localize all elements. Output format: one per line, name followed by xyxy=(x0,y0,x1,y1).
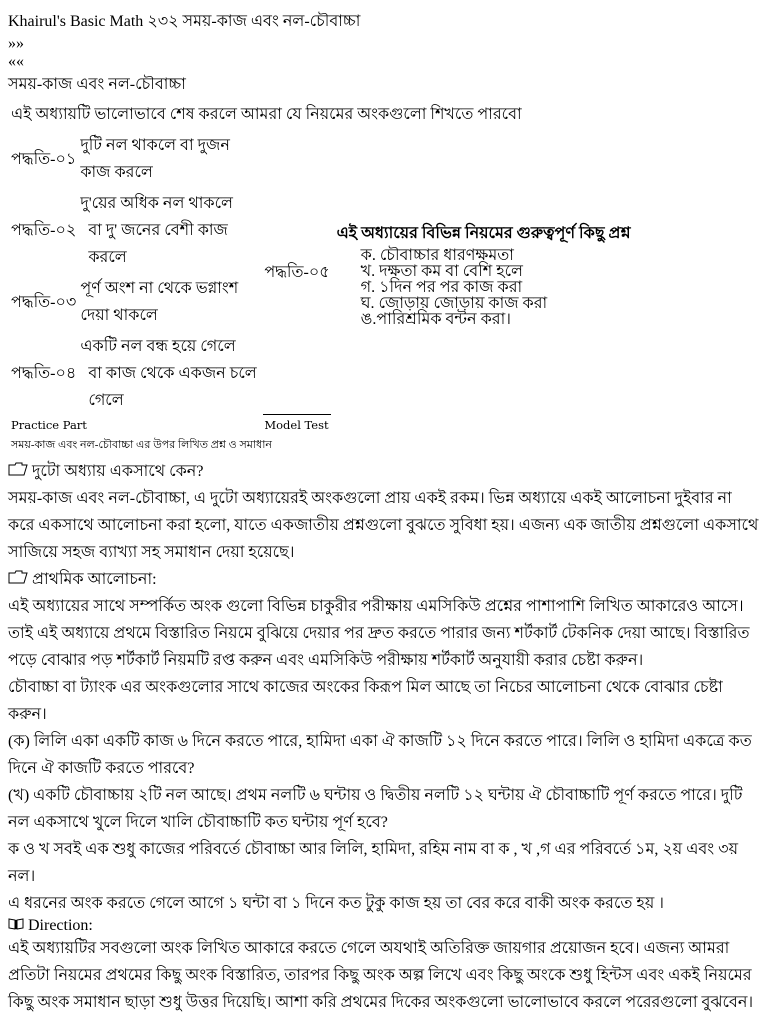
example-a: (ক) লিলি একা একটি কাজ ৬ দিনে করতে পারে, হামিদা একা ঐ কাজটি ১২ দিনে করতে পারে। লিলি ও হামিদা একত্রে কত দিনে ঐ কাজটি করতে পারবে? xyxy=(8,733,752,777)
important-item: ক. চৌবাচ্চার ধারণক্ষমতা xyxy=(360,246,514,264)
method-name: পদ্ধতি-০৪ xyxy=(11,365,77,382)
method-name: পদ্ধতি-০৫ xyxy=(263,131,330,415)
direction-title: Direction: xyxy=(8,917,760,935)
important-heading: এই অধ্যায়ের বিভিন্ন নিয়মের গুরুত্বপূর্ণ কিছু প্রশ্ন xyxy=(336,224,631,242)
important-item: খ. দক্ষতা কম বা বেশি হলে xyxy=(360,262,523,280)
book-title: Khairul's Basic Math xyxy=(8,13,144,30)
method-desc: দু'য়ের অধিক নল থাকলে বা দু' জনের বেশী কাজ করলে xyxy=(80,195,233,266)
section-text: সময়-কাজ এবং নল-চৌবাচ্চা, এ দুটো অধ্যায়েরই অংকগুলো প্রায় একই রকম। ভিন্ন অধ্যায়ে একই আলোচনা দুইবার না করে একসাথে আলোচনা করা হলো, যাতে একজাতীয় প্রশ্নগুলো বুঝতে সুবিধা হয়। এজন্য এক জাতীয় প্রশ্নগুলো একসাথে সাজিয়ে সহজ ব্যাখ্যা সহ সমাধান দেয়া হয়েছে। xyxy=(8,490,759,561)
method-desc: একটি নল বন্ধ হয়ে গেলে বা কাজ থেকে একজন চলে গেলে xyxy=(80,338,257,409)
important-item: ঘ. জোড়ায় জোড়ায় কাজ করা xyxy=(360,294,548,312)
important-questions xyxy=(333,131,635,415)
method-desc: পূর্ণ অংশ না থেকে ভগ্নাংশ দেয়া থাকলে xyxy=(80,280,239,324)
book-icon xyxy=(8,917,28,934)
practice-part-label: Practice Part xyxy=(11,418,87,432)
folder-icon xyxy=(8,463,32,480)
method-name: পদ্ধতি-০১ xyxy=(11,150,77,168)
important-item: ঙ.পারিশ্রমিক বন্টন করা। xyxy=(360,310,511,328)
section-title-primary-discussion: প্রাথমিক আলোচনা: xyxy=(8,566,760,593)
method-name: পদ্ধতি-০৩ xyxy=(11,293,77,311)
method-name: পদ্ধতি-০২ xyxy=(11,222,77,239)
direction-text: এই অধ্যায়টির সবগুলো অংক লিখিত আকারে করতে গেলে অযথাই অতিরিক্ত জায়গার প্রয়োজন হবে। এজন্য আমরা প্রতিটা নিয়মের প্রথমের কিছু অংক বিস্তারিত, তারপর কিছু অংক অল্প লিখে এবং কিছু অংকে শুধু হিন্টস এবং একই নিয়মের কিছু অংক সমাধান ছাড়া শুধু উত্তর দিয়েছি। আশা করি প্রথমের দিকের অংকগুলো ভালোভাবে করলে পরেরগুলো বুঝবেন। xyxy=(8,940,754,1011)
discussion-paragraph: চৌবাচ্চা বা ট্যাংক এর অংকগুলোর সাথে কাজের অংকের কিরূপ মিল আছে তা নিচের আলোচনা থেকে বোঝার চেষ্টা করুন। xyxy=(8,679,723,723)
page-number: ২৩২ xyxy=(147,13,179,30)
method-desc: দুটি নল থাকলে বা দুজন কাজ করলে xyxy=(80,137,230,181)
banner-title: সময়-কাজ এবং নল-চৌবাচ্চা xyxy=(8,76,186,93)
model-test-label: Model Test xyxy=(264,418,329,432)
page-header xyxy=(8,8,760,35)
discussion-paragraph: ক ও খ সবই এক শুধু কাজের পরিবর্তে চৌবাচ্চা আর লিলি, হামিদা, রহিম নাম বা ক , খ ,গ এর পরিবর্তে ১ম, ২য় এবং ৩য় নল। xyxy=(8,841,738,885)
banner-right-arrows: «« xyxy=(8,53,24,70)
discussion-paragraph: এই অধ্যায়ের সাথে সম্পর্কিত অংক গুলো বিভিন্ন চাকুরীর পরীক্ষায় এমসিকিউ প্রশ্নের পাশাপাশি লিখিত আকারেও আসে। তাই এই অধ্যায়ে প্রথমে বিস্তারিত নিয়মে বুঝিয়ে দেয়ার পর দ্রুত করতে পারার জন্য শর্টকার্ট টেকনিক দেয়া আছে। বিস্তারিত পড়ে বোঝার পড় শর্টকার্ট নিয়মটি রপ্ত করুন এবং এমসিকিউ পরীক্ষায় শর্টকার্ট অনুযায়ী করার চেষ্টা করুন। xyxy=(8,598,750,669)
direction-box xyxy=(8,890,760,1016)
direction-note: এ ধরনের অংক করতে গেলে আগে ১ ঘন্টা বা ১ দিনে কত টুকু কাজ হয় তা বের করে বাকী অংক করতে হয় । xyxy=(8,895,664,912)
summary-footer: সময়-কাজ এবং নল-চৌবাচ্চা এর উপর লিখিত প্রশ্ন ও সমাধান xyxy=(11,439,272,451)
banner-left-arrows: »» xyxy=(8,35,24,52)
chapter-title: সময়-কাজ এবং নল-চৌবাচ্চা xyxy=(182,13,361,30)
book-page xyxy=(8,8,760,1016)
important-item: গ. ১দিন পর পর কাজ করা xyxy=(360,278,523,296)
section-title-why-together: দুটো অধ্যায় একসাথে কেন? xyxy=(8,458,760,485)
summary-heading: এই অধ্যায়টি ভালোভাবে শেষ করলে আমরা যে নিয়মের অংকগুলো শিখতে পারবো xyxy=(11,106,522,123)
chapter-banner xyxy=(8,35,760,98)
chapter-summary-table xyxy=(8,98,637,458)
folder-icon xyxy=(8,571,32,588)
example-b: (খ) একটি চৌবাচ্চায় ২টি নল আছে। প্রথম নলটি ৬ ঘন্টায় ও দ্বিতীয় নলটি ১২ ঘন্টায় ঐ চৌবাচ্চাটি পূর্ণ করতে পারে। দুটি নল একসাথে খুলে দিলে খালি চৌবাচ্চাটি কত ঘন্টায় পূর্ণ হবে? xyxy=(8,787,743,831)
